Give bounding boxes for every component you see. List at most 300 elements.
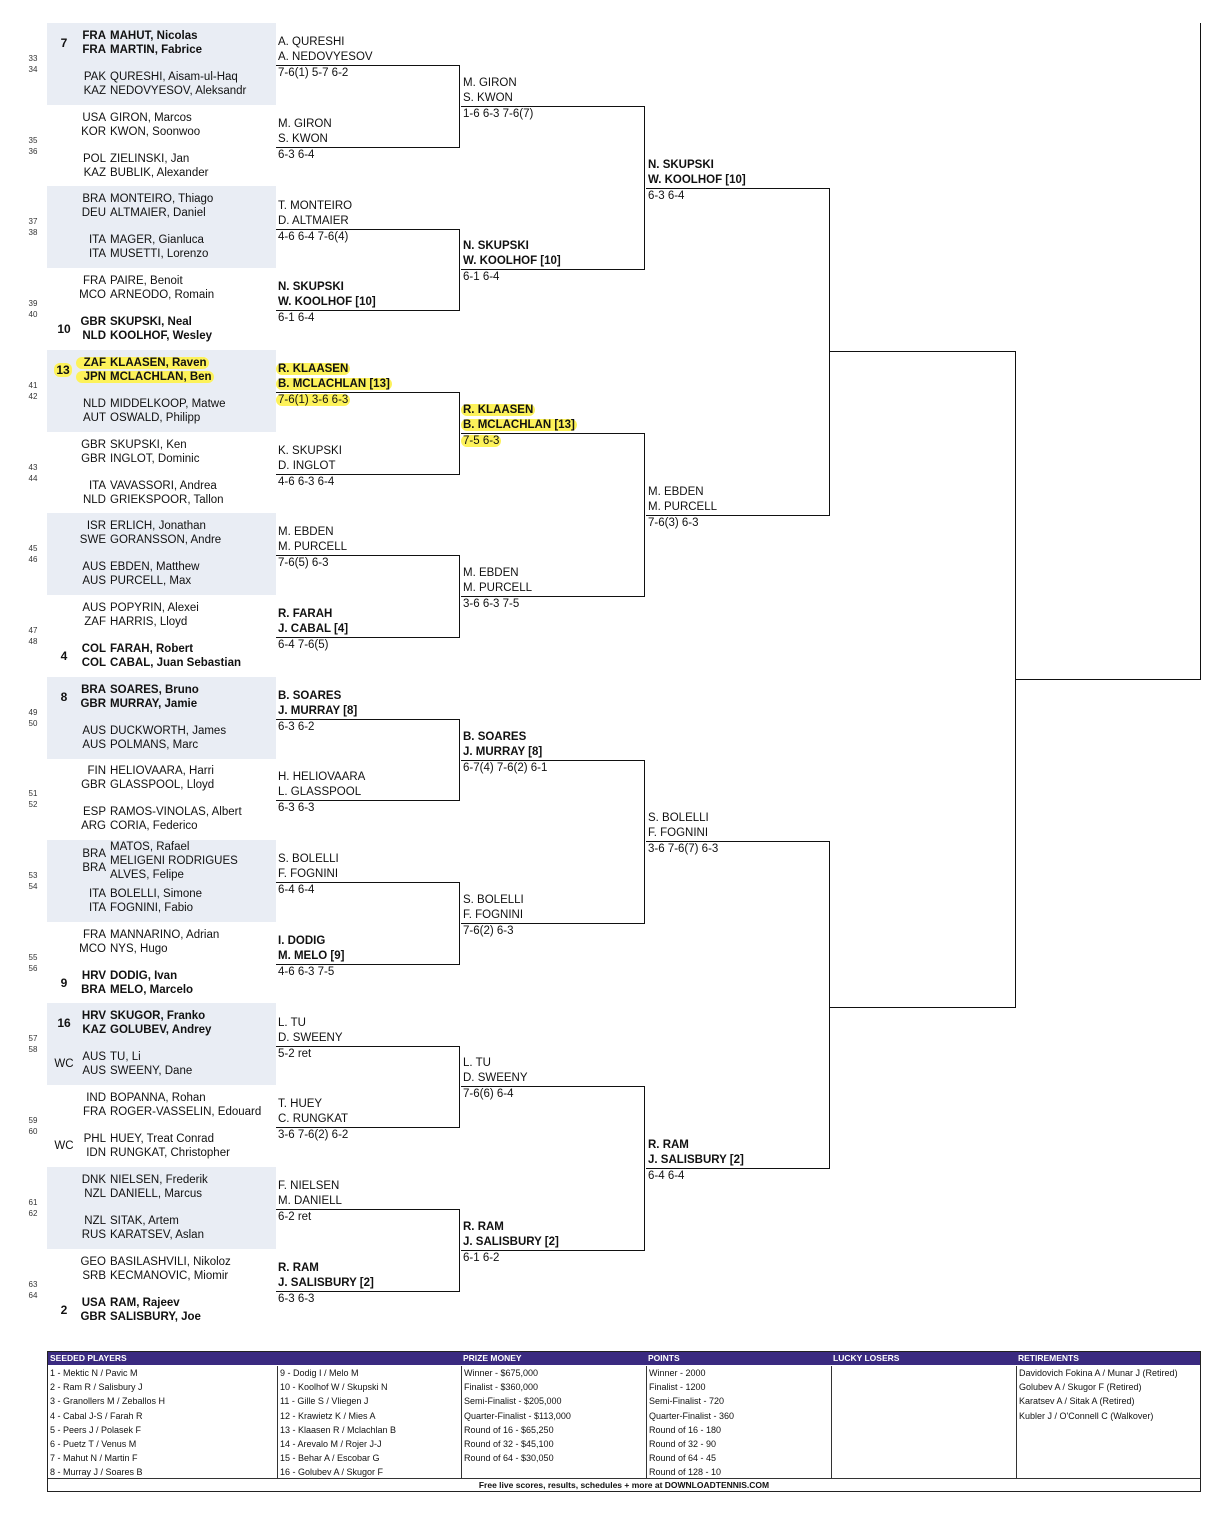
winner-name: W. KOOLHOF [10] bbox=[648, 174, 746, 186]
lucky-losers-header: LUCKY LOSERS bbox=[833, 1353, 900, 1363]
seed-number: 10 bbox=[57, 322, 71, 337]
footer-entry: 6 - Puetz T / Venus M bbox=[50, 1439, 137, 1449]
footer-header-bar bbox=[48, 1352, 1200, 1365]
player-entry bbox=[78, 1310, 201, 1324]
nationality-code: DNK bbox=[81, 1173, 106, 1186]
player-entry bbox=[78, 574, 191, 588]
player-name: KOOLHOF, Wesley bbox=[110, 330, 213, 343]
player-name: BOPANNA, Rohan bbox=[110, 1092, 206, 1105]
nationality-code: ZAF bbox=[83, 356, 106, 369]
draw-position-number: 34 bbox=[28, 65, 38, 74]
nationality-code: NLD bbox=[82, 397, 106, 410]
winner-name: M. EBDEN bbox=[463, 567, 519, 579]
footer-entry: 12 - Krawietz K / Mies A bbox=[280, 1410, 376, 1421]
bracket-line bbox=[461, 433, 644, 434]
winner-name: S. KWON bbox=[278, 133, 328, 145]
draw-position-number: 46 bbox=[28, 555, 38, 565]
bracket-line bbox=[461, 596, 644, 597]
player-name: MIDDELKOOP, Matwe bbox=[110, 397, 226, 410]
player-name: NEDOVYESOV, Aleksandr bbox=[110, 85, 247, 97]
player-name: ALTMAIER, Daniel bbox=[110, 207, 206, 220]
bracket-connector bbox=[459, 229, 460, 311]
footer-entry: 15 - Behar A / Escobar G bbox=[280, 1453, 380, 1464]
nationality-code: FRA bbox=[83, 928, 106, 941]
winner-name: T. HUEY bbox=[278, 1098, 323, 1110]
seed-number: 7 bbox=[60, 36, 68, 50]
winner-name: B. SOARES bbox=[463, 731, 527, 743]
player-name: SKUGOR, Franko bbox=[110, 1010, 206, 1023]
player-name: KARATSEV, Aslan bbox=[110, 1228, 204, 1241]
bracket-line bbox=[276, 800, 459, 801]
draw-position-number: 42 bbox=[28, 391, 38, 401]
bracket-line bbox=[461, 1250, 644, 1251]
player-name: EBDEN, Matthew bbox=[110, 561, 200, 574]
player-entry bbox=[78, 29, 198, 43]
draw-footer bbox=[47, 1351, 1201, 1492]
footer-entry: 7 - Mahut N / Martin F bbox=[50, 1453, 138, 1464]
footer-entry: 2 - Ram R / Salisbury J bbox=[50, 1382, 143, 1393]
footer-column bbox=[832, 1366, 1017, 1478]
bracket-line bbox=[461, 760, 644, 761]
bracket-line bbox=[830, 1007, 1016, 1008]
player-entry bbox=[78, 969, 177, 983]
player-entry bbox=[78, 983, 193, 997]
player-entry bbox=[78, 1023, 211, 1037]
match-score: 6-3 6-3 bbox=[278, 802, 315, 814]
draw-position-number: 64 bbox=[28, 1290, 38, 1300]
winner-name: J. MURRAY [8] bbox=[463, 746, 543, 758]
footer-column bbox=[1017, 1366, 1200, 1478]
highlight-mark: 13 bbox=[56, 362, 70, 377]
bracket-line bbox=[276, 964, 459, 965]
footer-entry: 3 - Granollers M / Zeballos H bbox=[50, 1396, 166, 1407]
bracket-connector bbox=[644, 106, 645, 270]
player-name: TU, Li bbox=[110, 1051, 141, 1064]
player-entry bbox=[78, 778, 214, 792]
nationality-code: PAK bbox=[83, 71, 106, 83]
player-name: RAM, Rajeev bbox=[110, 1296, 180, 1309]
retirements-header: RETIREMENTS bbox=[1018, 1353, 1079, 1363]
winner-name: S. BOLELLI bbox=[278, 853, 339, 865]
winner-name: I. DODIG bbox=[278, 935, 326, 947]
player-entry bbox=[78, 601, 199, 615]
bracket-connector bbox=[459, 882, 460, 965]
nationality-code: FIN bbox=[87, 765, 106, 778]
nationality-code: AUS bbox=[82, 724, 106, 737]
winner-name: H. HELIOVAARA bbox=[278, 771, 366, 783]
footer-entry: Round of 16 - 180 bbox=[649, 1424, 722, 1435]
player-name: SALISBURY, Joe bbox=[110, 1310, 201, 1323]
player-name: MAHUT, Nicolas bbox=[110, 30, 198, 42]
winner-name: K. SKUPSKI bbox=[278, 445, 342, 457]
player-entry bbox=[78, 560, 199, 574]
nationality-code: GBR bbox=[80, 316, 106, 329]
player-name: FOGNINI, Fabio bbox=[110, 902, 194, 914]
player-entry bbox=[78, 43, 202, 57]
player-entry bbox=[78, 315, 192, 329]
match-score: 6-1 6-2 bbox=[463, 1252, 500, 1264]
footer-entry: 9 - Dodig I / Melo M bbox=[280, 1368, 359, 1378]
player-entry bbox=[78, 1173, 208, 1187]
bracket-connector bbox=[459, 65, 460, 148]
player-entry bbox=[78, 738, 198, 752]
player-name: HARRIS, Lloyd bbox=[110, 615, 188, 628]
winner-name: J. MURRAY [8] bbox=[278, 705, 358, 717]
winner-name: D. INGLOT bbox=[278, 460, 336, 472]
nationality-code: HRV bbox=[81, 969, 106, 982]
bracket-line bbox=[461, 923, 644, 924]
draw-position-number: 49 bbox=[28, 707, 38, 717]
nationality-code: COL bbox=[81, 656, 106, 669]
player-name: ARNEODO, Romain bbox=[110, 289, 215, 302]
bracket-line bbox=[461, 106, 644, 107]
nationality-code: IND bbox=[86, 1092, 106, 1105]
match-score: 7-6(6) 6-4 bbox=[463, 1088, 514, 1100]
footer-entry: Round of 32 - $45,100 bbox=[464, 1439, 554, 1449]
player-entry bbox=[78, 764, 214, 778]
player-name: RUNGKAT, Christopher bbox=[110, 1147, 230, 1160]
player-entry bbox=[78, 1105, 261, 1119]
player-name: FARAH, Robert bbox=[110, 642, 194, 655]
player-name: SKUPSKI, Neal bbox=[110, 316, 192, 329]
nationality-code: ITA bbox=[88, 479, 106, 492]
player-entry bbox=[78, 901, 193, 915]
bracket-line bbox=[276, 1127, 459, 1128]
nationality-code: KOR bbox=[81, 125, 106, 138]
winner-name: L. TU bbox=[463, 1057, 491, 1069]
draw-position-number: 52 bbox=[28, 800, 38, 810]
match-score: 5-2 ret bbox=[278, 1048, 312, 1060]
player-name: DUCKWORTH, James bbox=[110, 724, 227, 737]
player-name: POLMANS, Marc bbox=[110, 738, 199, 751]
bracket-connector bbox=[459, 1209, 460, 1292]
player-name: ERLICH, Jonathan bbox=[110, 520, 206, 533]
draw-position-number: 33 bbox=[28, 54, 38, 63]
winner-name: F. FOGNINI bbox=[463, 909, 524, 921]
footer-entry: Golubev A / Skugor F (Retired) bbox=[1019, 1382, 1142, 1393]
player-name: VAVASSORI, Andrea bbox=[110, 479, 217, 492]
player-entry bbox=[78, 288, 214, 302]
nationality-code: PHL bbox=[83, 1133, 106, 1146]
bracket-line bbox=[646, 188, 829, 189]
player-name: NYS, Hugo bbox=[110, 942, 168, 955]
player-entry bbox=[78, 805, 242, 819]
footer-column bbox=[278, 1366, 462, 1478]
bracket-line bbox=[276, 719, 459, 720]
bracket-line bbox=[646, 1168, 829, 1169]
footer-entry: Finalist - 1200 bbox=[649, 1382, 706, 1393]
player-name: BOLELLI, Simone bbox=[110, 888, 203, 900]
nationality-code: ITA bbox=[88, 902, 106, 914]
player-name: BASILASHVILI, Nikoloz bbox=[110, 1255, 231, 1268]
match-score: 6-2 ret bbox=[278, 1211, 312, 1223]
player-name: GLASSPOOL, Lloyd bbox=[110, 779, 215, 792]
player-name: PAIRE, Benoit bbox=[110, 275, 183, 288]
nationality-code: SRB bbox=[82, 1269, 106, 1282]
bracket-line bbox=[646, 841, 829, 842]
highlight-mark: B. MCLACHLAN [13] bbox=[278, 378, 390, 390]
draw-position-number: 39 bbox=[28, 299, 38, 309]
player-name: BUBLIK, Alexander bbox=[110, 166, 209, 179]
footer-entry: 13 - Klaasen R / Mclachlan B bbox=[280, 1424, 397, 1435]
nationality-code: AUS bbox=[82, 1051, 106, 1064]
bracket-line bbox=[276, 1291, 459, 1292]
draw-position-number: 41 bbox=[28, 380, 38, 390]
nationality-code: AUS bbox=[82, 738, 106, 751]
match-score: 4-6 6-4 7-6(4) bbox=[278, 231, 349, 243]
player-entry bbox=[78, 942, 168, 956]
player-name: KECMANOVIC, Miomir bbox=[110, 1269, 229, 1282]
player-entry bbox=[78, 642, 193, 656]
bracket-line bbox=[276, 474, 459, 475]
footer-column bbox=[647, 1366, 832, 1478]
bracket-line bbox=[276, 392, 459, 393]
nationality-code: BRA bbox=[81, 983, 106, 996]
player-name: MELO, Marcelo bbox=[110, 983, 194, 996]
draw-position-number: 36 bbox=[28, 146, 38, 156]
footer-column bbox=[48, 1366, 278, 1478]
bracket-connector bbox=[459, 392, 460, 475]
player-name: ZIELINSKI, Jan bbox=[110, 152, 190, 165]
player-entry bbox=[78, 274, 183, 288]
points-header: POINTS bbox=[648, 1353, 680, 1363]
footer-entry: Winner - 2000 bbox=[649, 1368, 706, 1378]
player-name: SITAK, Artem bbox=[110, 1214, 179, 1227]
footer-entry: 16 - Golubev A / Skugor F bbox=[280, 1467, 384, 1478]
bracket-connector bbox=[829, 841, 830, 1169]
player-entry bbox=[78, 724, 226, 738]
bracket-line bbox=[830, 351, 1016, 352]
footer-entry: Finalist - $360,000 bbox=[464, 1382, 539, 1393]
player-entry bbox=[78, 1296, 180, 1310]
winner-name: N. SKUPSKI bbox=[278, 281, 344, 293]
draw-position-number: 51 bbox=[28, 789, 38, 799]
nationality-code: AUT bbox=[83, 411, 106, 424]
match-score: 6-3 6-4 bbox=[648, 190, 685, 202]
footer-entry: 11 - Gille S / Vliegen J bbox=[280, 1396, 369, 1407]
nationality-code: ESP bbox=[82, 806, 106, 819]
footer-entry: Semi-Finalist - $205,000 bbox=[464, 1396, 562, 1407]
winner-name: F. FOGNINI bbox=[648, 827, 709, 839]
player-entry bbox=[78, 329, 212, 343]
nationality-code: NZL bbox=[84, 1214, 106, 1227]
winner-name: S. BOLELLI bbox=[648, 812, 709, 824]
match-score: 6-3 6-4 bbox=[278, 149, 315, 161]
winner-name bbox=[278, 362, 350, 376]
match-score: 6-7(4) 7-6(2) 6-1 bbox=[463, 762, 548, 774]
winner-name: C. RUNGKAT bbox=[278, 1113, 349, 1125]
seed-number: 4 bbox=[60, 648, 68, 663]
winner-name: J. SALISBURY [2] bbox=[648, 1154, 744, 1166]
winner-name: N. SKUPSKI bbox=[648, 159, 714, 171]
footer-link-bar[interactable]: Free live scores, results, schedules + more at DOWNLOADTENNIS.COM bbox=[48, 1478, 1200, 1491]
seed-number: 9 bbox=[60, 975, 68, 990]
nationality-code: POL bbox=[82, 152, 106, 165]
player-name: MCLACHLAN, Ben bbox=[110, 370, 212, 383]
player-name: GORANSSON, Andre bbox=[110, 534, 222, 547]
bracket-connector bbox=[829, 188, 830, 516]
bracket-line bbox=[276, 555, 459, 556]
footer-entry: 10 - Koolhof W / Skupski N bbox=[280, 1382, 388, 1393]
draw-position-number: 50 bbox=[28, 718, 38, 728]
player-entry bbox=[78, 840, 238, 882]
winner-name bbox=[278, 377, 392, 391]
footer-entry: 1 - Mektic N / Pavic M bbox=[50, 1368, 138, 1378]
footer-entry: Round of 32 - 90 bbox=[649, 1439, 717, 1449]
player-entry bbox=[78, 411, 200, 425]
seed-number: 16 bbox=[57, 1016, 71, 1031]
prize-money-header: PRIZE MONEY bbox=[463, 1353, 522, 1363]
player-entry bbox=[78, 1269, 228, 1283]
draw-position-number: 55 bbox=[28, 952, 38, 962]
player-entry bbox=[78, 84, 246, 98]
match-score: 3-6 7-6(7) 6-3 bbox=[648, 843, 719, 855]
player-entry bbox=[78, 1214, 179, 1228]
nationality-code: IDN bbox=[86, 1147, 106, 1160]
nationality-code: NLD bbox=[82, 493, 106, 506]
player-name: CORIA, Federico bbox=[110, 820, 198, 833]
bracket-line bbox=[276, 637, 459, 638]
footer-entry: Davidovich Fokina A / Munar J (Retired) bbox=[1019, 1368, 1178, 1378]
bracket-connector bbox=[1200, 23, 1201, 680]
player-name: MAGER, Gianluca bbox=[110, 234, 204, 247]
nationality-code: SWE bbox=[79, 534, 106, 547]
bracket-connector bbox=[644, 433, 645, 597]
footer-entry: Quarter-Finalist - $113,000 bbox=[464, 1410, 571, 1421]
bracket-connector bbox=[644, 1086, 645, 1251]
bracket-line bbox=[276, 310, 459, 311]
footer-entry: Karatsev A / Sitak A (Retired) bbox=[1019, 1396, 1135, 1407]
player-name: GOLUBEV, Andrey bbox=[110, 1024, 212, 1037]
player-name: RAMOS-VINOLAS, Albert bbox=[110, 806, 242, 819]
player-entry bbox=[78, 1050, 141, 1064]
winner-name: W. KOOLHOF [10] bbox=[278, 296, 376, 308]
winner-name: L. TU bbox=[278, 1017, 306, 1029]
winner-name: A. QURESHI bbox=[278, 36, 345, 48]
nationality-code: ITA bbox=[88, 234, 106, 247]
player-entry bbox=[78, 192, 213, 206]
draw-position-number: 60 bbox=[28, 1127, 38, 1137]
draw-position-number: 47 bbox=[28, 625, 38, 635]
nationality-code: KAZ bbox=[83, 85, 106, 97]
highlight-mark: B. MCLACHLAN [13] bbox=[463, 419, 575, 431]
footer-entry: Kubler J / O'Connell C (Walkover) bbox=[1019, 1410, 1154, 1421]
player-entry bbox=[78, 479, 217, 493]
winner-name: D. SWEENY bbox=[463, 1072, 528, 1084]
player-entry bbox=[78, 519, 206, 533]
player-entry bbox=[78, 1132, 214, 1146]
player-entry bbox=[78, 152, 189, 166]
draw-position-number: 56 bbox=[28, 963, 38, 973]
footer-entry: 4 - Cabal J-S / Farah R bbox=[50, 1410, 143, 1421]
nationality-code: GBR bbox=[81, 452, 106, 465]
player-entry bbox=[78, 1091, 206, 1105]
highlight-mark: 7-6(1) 3-6 6-3 bbox=[278, 394, 349, 406]
match-score: 6-4 7-6(5) bbox=[278, 639, 329, 651]
bracket-line bbox=[276, 65, 459, 66]
wildcard-label: WC bbox=[54, 1058, 74, 1071]
nationality-code: BRA bbox=[81, 683, 106, 696]
winner-name: F. FOGNINI bbox=[278, 868, 339, 880]
nationality-code: BRA bbox=[82, 193, 106, 206]
match-score: 7-6(3) 6-3 bbox=[648, 517, 699, 529]
nationality-code: DEU bbox=[81, 207, 106, 220]
match-score: 4-6 6-3 7-5 bbox=[278, 966, 335, 978]
player-entry bbox=[78, 493, 224, 507]
match-score: 6-4 6-4 bbox=[648, 1170, 685, 1182]
player-entry bbox=[78, 1009, 205, 1023]
winner-name: W. KOOLHOF [10] bbox=[463, 255, 561, 267]
draw-position-number: 58 bbox=[28, 1045, 38, 1055]
player-entry bbox=[78, 233, 204, 247]
nationality-code: FRA bbox=[82, 30, 106, 42]
winner-name bbox=[463, 403, 535, 417]
nationality-code: HRV bbox=[81, 1010, 106, 1023]
player-entry bbox=[78, 887, 202, 901]
player-entry bbox=[78, 111, 192, 125]
winner-name: R. RAM bbox=[648, 1139, 689, 1151]
player-name: KLAASEN, Raven bbox=[110, 356, 207, 369]
match-score: 7-6(5) 6-3 bbox=[278, 557, 329, 569]
winner-name: J. CABAL [4] bbox=[278, 623, 349, 635]
player-entry bbox=[78, 1187, 202, 1201]
winner-name: B. SOARES bbox=[278, 690, 342, 702]
nationality-code: AUS bbox=[82, 561, 106, 574]
draw-position-number: 53 bbox=[28, 871, 38, 880]
winner-name: D. SWEENY bbox=[278, 1032, 343, 1044]
player-name: DODIG, Ivan bbox=[110, 969, 178, 982]
winner-name: M. DANIELL bbox=[278, 1195, 342, 1207]
nationality-code: AUS bbox=[82, 575, 106, 588]
footer-entry: Quarter-Finalist - 360 bbox=[649, 1410, 735, 1421]
player-name: KWON, Soonwoo bbox=[110, 125, 201, 138]
nationality-code: KAZ bbox=[83, 166, 106, 179]
player-entry bbox=[78, 928, 219, 942]
draw-position-number: 62 bbox=[28, 1208, 38, 1218]
player-entry bbox=[78, 656, 241, 670]
player-name: MANNARINO, Adrian bbox=[110, 928, 220, 941]
footer-entry: Round of 64 - $30,050 bbox=[464, 1453, 554, 1464]
nationality-code: AUS bbox=[82, 1065, 106, 1078]
draw-position-number: 38 bbox=[28, 228, 38, 238]
footer-entry: Winner - $675,000 bbox=[464, 1368, 539, 1378]
footer-entry: 8 - Murray J / Soares B bbox=[50, 1467, 143, 1478]
player-entry bbox=[78, 356, 209, 370]
highlight-mark: R. KLAASEN bbox=[463, 404, 534, 416]
winner-name: M. PURCELL bbox=[463, 582, 533, 594]
draw-position-number: 35 bbox=[28, 135, 38, 145]
bracket-line bbox=[276, 229, 459, 230]
player-name: GRIEKSPOOR, Tallon bbox=[110, 493, 224, 506]
nationality-code: FRA bbox=[83, 1106, 106, 1119]
player-entry bbox=[78, 1255, 231, 1269]
player-entry bbox=[78, 452, 199, 466]
footer-entry: Round of 128 - 10 bbox=[649, 1467, 722, 1478]
winner-name: J. SALISBURY [2] bbox=[278, 1277, 374, 1289]
player-name: SWEENY, Dane bbox=[110, 1065, 193, 1078]
player-entry bbox=[78, 615, 187, 629]
player-name: MATOS, Rafael MELIGENI RODRIGUES ALVES, Felipe bbox=[110, 841, 238, 881]
player-name: OSWALD, Philipp bbox=[110, 411, 201, 424]
nationality-code: GBR bbox=[80, 1310, 106, 1323]
nationality-code: NLD bbox=[82, 330, 106, 343]
match-score: 6-3 6-3 bbox=[278, 1293, 315, 1305]
player-name: GIRON, Marcos bbox=[110, 111, 192, 124]
match-score bbox=[463, 434, 501, 448]
bracket-line bbox=[276, 1209, 459, 1210]
winner-name: A. NEDOVYESOV bbox=[278, 51, 373, 63]
winner-name: J. SALISBURY [2] bbox=[463, 1236, 559, 1248]
